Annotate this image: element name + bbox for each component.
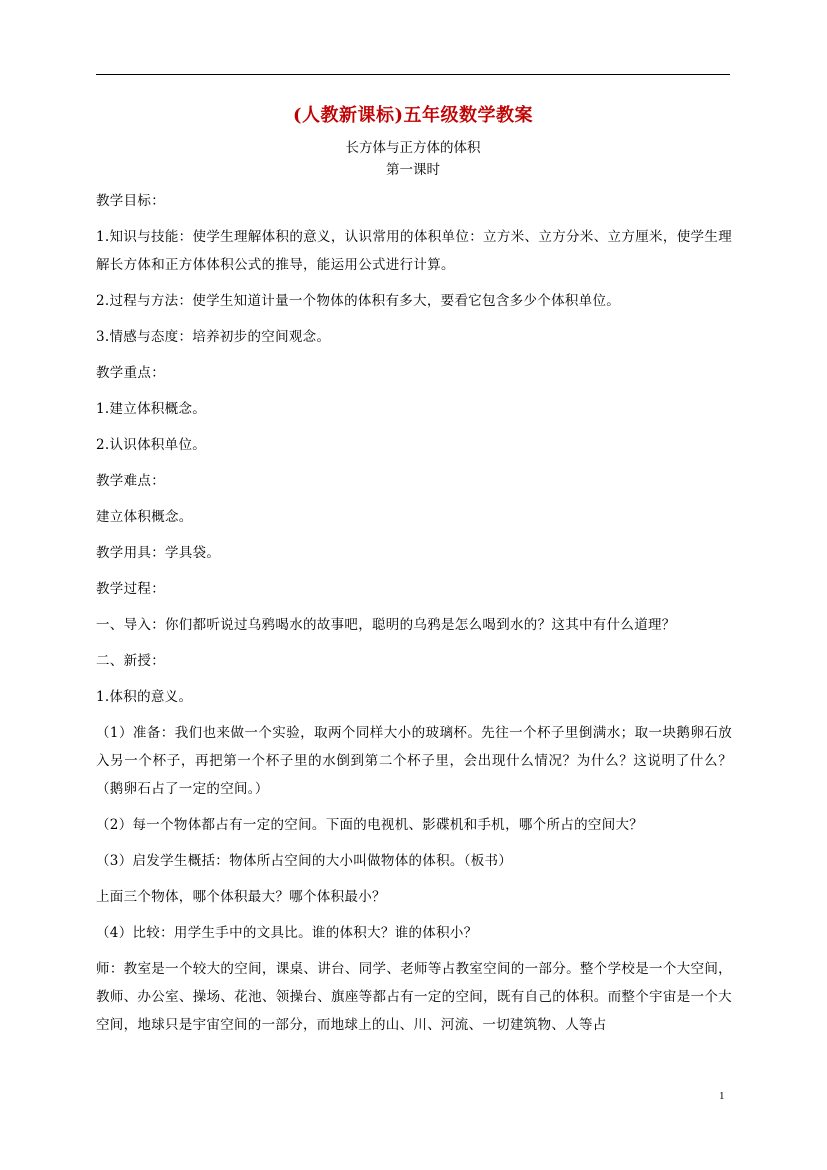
paragraph: 1.建立体积概念。 [96,401,207,417]
paragraph: 一、导入：你们都听说过乌鸦喝水的故事吧，聪明的乌鸦是怎么喝到水的？这其中有什么道理？ [96,617,676,633]
paragraph: 1.体积的意义。 [96,689,193,705]
paragraph: 师：教室是一个较大的空间，课桌、讲台、同学、老师等占教室空间的一部分。整个学校是一个大空间，教师、办公室、操场、花池、领操台、旗座等都占有一定的空间，既有自己的体积。而整个宇宙是一个大空间，地球只是宇宙空间的一部分，而地球上的山、川、河流、一切建筑物、人等占 [96,961,732,1033]
paragraph: 二、新授： [96,653,165,669]
paragraph: 教学过程： [96,581,165,597]
document-subtitle: 长方体与正方体的体积 [345,140,481,156]
paragraph: 上面三个物体，哪个体积最大？哪个体积最小？ [96,889,386,905]
page-number: 1 [719,1090,725,1102]
paragraph: 1.知识与技能：使学生理解体积的意义，认识常用的体积单位：立方米、立方分米、立方厘米，使学生理解长方体和正方体体积公式的推导，能运用公式进行计算。 [96,229,732,273]
paragraph: 教学难点： [96,473,165,489]
paragraph: 2.过程与方法：使学生知道计量一个物体的体积有多大，要看它包含多少个体积单位。 [96,293,621,309]
header-rule [96,74,730,75]
paragraph: （4）比较：用学生手中的文具比。谁的体积大？谁的体积小？ [96,925,478,941]
paragraph: 3.情感与态度：培养初步的空间观念。 [96,329,331,345]
paragraph: 教学目标： [96,193,165,209]
paragraph: 建立体积概念。 [96,509,193,525]
paragraph: （3）启发学生概括：物体所占空间的大小叫做物体的体积。（板书） [96,853,513,869]
document-body [96,187,732,1047]
document-title: (人教新课标)五年级数学教案 [292,105,534,126]
lesson-label: 第一课时 [386,162,440,178]
paragraph: 教学用具：学具袋。 [96,545,221,561]
paragraph: （2）每一个物体都占有一定的空间。下面的电视机、影碟机和手机，哪个所占的空间大？ [96,817,644,833]
paragraph: 教学重点： [96,365,165,381]
paragraph: 2.认识体积单位。 [96,437,207,453]
paragraph: （1）准备：我们也来做一个实验，取两个同样大小的玻璃杯。先往一个杯子里倒满水；取一块鹅卵石放入另一个杯子，再把第一个杯子里的水倒到第二个杯子里，会出现什么情况？为什么？这说明了什么？（鹅卵石占了一定的空间。） [96,725,732,797]
